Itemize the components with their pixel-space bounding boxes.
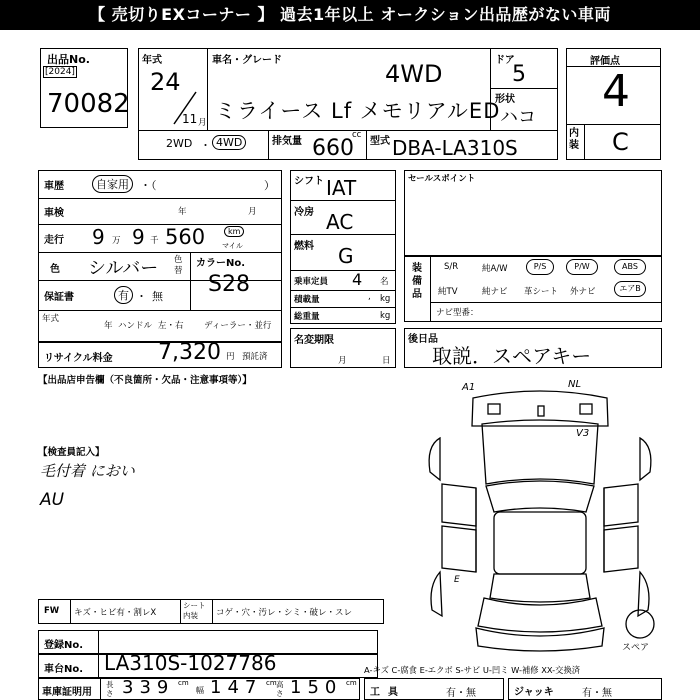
score-label: 評価点 <box>590 56 620 67</box>
capacity-unit: 名 <box>380 277 389 287</box>
fw-items: キズ・ヒビ有・割レX <box>74 608 157 618</box>
mileage-man-unit: 万 <box>112 236 121 246</box>
interior-value: C <box>612 128 629 156</box>
front-bumper-outline <box>472 391 608 426</box>
mileage-unit-km: km <box>224 226 244 237</box>
handle-opts: 左・右 <box>158 321 184 331</box>
later-items-label: 後日品 <box>408 334 438 345</box>
width-unit: cm <box>266 679 277 687</box>
warranty-label: 保証書 <box>44 292 74 303</box>
inspector-note1: 毛付着 におい <box>40 462 135 480</box>
chassis-value: LA310S-1027786 <box>104 651 277 675</box>
vehicle-details-block <box>38 170 282 342</box>
color-label: 色 <box>50 264 60 275</box>
length-value: 339 <box>122 677 175 698</box>
color-code-label: カラーNo. <box>196 258 246 269</box>
front-left-fender <box>429 438 440 480</box>
tools-label: 工具 <box>370 687 406 698</box>
width-value: 147 <box>210 677 263 698</box>
car-name-label: 車名・グレード <box>212 55 282 66</box>
equip-navi: 純ナビ <box>482 287 508 297</box>
warranty-sep: ・ <box>136 290 147 303</box>
drive-4wd: 4WD <box>212 135 246 150</box>
displacement-value: 660 <box>312 136 354 161</box>
cooler-value: AC <box>326 210 354 234</box>
mileage-unit-mile: マイル <box>222 242 243 250</box>
height-value: 150 <box>290 677 343 698</box>
inspection-year-unit: 年 <box>178 207 187 217</box>
score-value: 4 <box>602 66 630 117</box>
width-label: 幅 <box>196 686 204 695</box>
first-reg-year-unit: 年 <box>104 321 113 331</box>
capacity-label: 乗車定員 <box>294 277 329 287</box>
drive-note: 4WD <box>385 60 443 88</box>
damage-codes-legend: A-キズ C-腐食 E-エクボ S-サビ U-凹ミ W-補修 XX-交換済 <box>364 665 581 675</box>
diagram-e: E <box>454 575 460 585</box>
color-repaint: 色替 <box>174 255 183 276</box>
first-reg-label: 年式 <box>42 314 60 324</box>
drive-sep: ・ <box>200 139 211 152</box>
fw-label: FW <box>44 606 60 616</box>
body-type-value: ハコ <box>500 107 536 128</box>
recycle-value: 7,320 <box>158 340 221 365</box>
name-change-month-unit: 月 <box>338 356 347 366</box>
cooler-label: 冷房 <box>294 207 314 218</box>
later-items-value: 取説．スペアキー <box>432 344 592 368</box>
name-change-day-unit: 日 <box>382 356 391 366</box>
diagram-nl: NL <box>568 379 582 390</box>
shift-value: IAT <box>326 176 357 200</box>
rear-left-fender <box>431 572 442 616</box>
mileage-label: 走行 <box>44 235 64 246</box>
roof-outline <box>494 512 586 574</box>
displacement-label: 排気量 <box>272 136 302 147</box>
fuel-value: G <box>338 244 354 268</box>
handle-label: ハンドル <box>118 321 153 331</box>
warranty-selected: 有 <box>114 286 133 304</box>
lot-label: 出品No. <box>47 53 90 66</box>
color-code-value: S28 <box>208 272 250 297</box>
gross-weight-label: 総重量 <box>294 312 320 322</box>
interior-label: 内装 <box>569 128 579 151</box>
right-rear-door <box>604 526 638 572</box>
right-front-door <box>604 484 638 526</box>
sales-point-label: セールスポイント <box>408 174 476 184</box>
lot-year: [2024] <box>45 67 75 77</box>
equip-sr: S/R <box>444 262 459 272</box>
equipment-label: 装備品 <box>412 263 422 300</box>
mileage-rest: 560 <box>165 225 206 249</box>
front-right-fender <box>640 438 651 480</box>
month-unit: 月 <box>198 118 207 128</box>
registration-label: 登録No. <box>44 640 84 651</box>
windshield-outline <box>486 481 594 512</box>
navi-model-label: ナビ型番： <box>436 308 479 318</box>
fw-seat-label: シート内装 <box>183 601 206 620</box>
model-code-value: DBA-LA310S <box>392 136 518 160</box>
history-label: 車歴 <box>44 181 64 192</box>
car-damage-diagram <box>418 376 662 656</box>
chassis-label: 車台No. <box>44 664 84 675</box>
capacity-value: 4 <box>352 270 363 289</box>
dealer-opts: ディーラー・並行 <box>204 321 272 331</box>
rear-outline <box>478 598 602 632</box>
left-front-door <box>442 484 476 526</box>
height-unit: cm <box>346 679 357 687</box>
load-label: 積載量 <box>294 295 320 305</box>
inspector-note2: AU <box>40 490 65 510</box>
recycle-label: リサイクル料金 <box>44 353 113 364</box>
dealer-note-label: 【出品店申告欄（不良箇所・欠品・注意事項等）】 <box>38 375 252 386</box>
inspection-month-unit: 月 <box>248 207 257 217</box>
doors-label: ドア <box>495 55 515 66</box>
equip-ps: P/S <box>526 259 554 275</box>
color-value: シルバー <box>88 258 159 279</box>
year-label: 年式 <box>142 55 162 66</box>
front-light-right <box>580 404 592 414</box>
lot-number: 70082 <box>47 89 130 119</box>
jack-opts: 有・無 <box>582 688 612 699</box>
height-label: 高さ <box>276 680 284 698</box>
equip-aw: 純A/W <box>482 264 508 274</box>
mileage-sen: 9 <box>132 225 145 249</box>
shift-label: シフト <box>294 176 324 187</box>
diagram-v3: V3 <box>576 428 590 439</box>
header-banner: 【 売切りEXコーナー 】 過去1年以上 オークション出品歴がない車両 <box>0 0 700 30</box>
mileage-sen-unit: 千 <box>150 236 159 246</box>
year-value: 24 <box>150 68 181 96</box>
front-emblem <box>538 406 544 416</box>
inspection-label: 車検 <box>44 208 64 219</box>
mileage-man: 9 <box>92 225 105 249</box>
month-value: 11 <box>182 112 198 126</box>
load-unit: kg <box>380 294 391 304</box>
fw-items2: コゲ・穴・汚レ・シミ・破レ・スレ <box>216 608 353 618</box>
displacement-unit: cc <box>352 130 362 140</box>
drive-2wd: 2WD <box>166 137 193 150</box>
car-name-value: ミライース Lf メモリアルED <box>215 99 501 123</box>
vehicle-cert-label: 車庫証明用 <box>42 687 92 698</box>
lot-box <box>40 48 128 128</box>
equip-pw: P/W <box>566 259 598 275</box>
length-unit: cm <box>178 679 189 687</box>
fuel-label: 燃料 <box>294 241 314 252</box>
history-rest: ・（ <box>140 179 157 192</box>
left-rear-door <box>442 526 476 572</box>
diagram-a1: A1 <box>462 382 476 393</box>
gross-weight-unit: kg <box>380 311 391 321</box>
front-light-left <box>488 404 500 414</box>
history-close: ） <box>264 179 275 192</box>
warranty-other: 無 <box>152 290 163 303</box>
load-value: , <box>368 292 371 302</box>
diagram-spare: スペア <box>622 643 650 653</box>
equip-leather: 革シート <box>524 287 559 297</box>
equip-ext-navi: 外ナビ <box>570 287 596 297</box>
doors-value: 5 <box>512 62 526 87</box>
tools-opts: 有・無 <box>446 688 476 699</box>
name-change-label: 名変期限 <box>294 335 334 346</box>
recycle-note: 預託済 <box>242 352 268 362</box>
length-label: 長さ <box>106 680 114 698</box>
rear-glass-outline <box>490 574 590 602</box>
equip-airbag: エアB <box>614 281 646 297</box>
body-type-label: 形状 <box>495 94 515 105</box>
equip-tv: 純TV <box>438 287 458 297</box>
inspector-label: 【検査員記入】 <box>38 447 105 458</box>
equip-abs: ABS <box>614 259 646 275</box>
model-code-label: 型式 <box>370 136 390 147</box>
recycle-unit: 円 <box>226 352 235 362</box>
history-selected: 自家用 <box>92 175 133 193</box>
jack-label: ジャッキ <box>514 687 554 698</box>
